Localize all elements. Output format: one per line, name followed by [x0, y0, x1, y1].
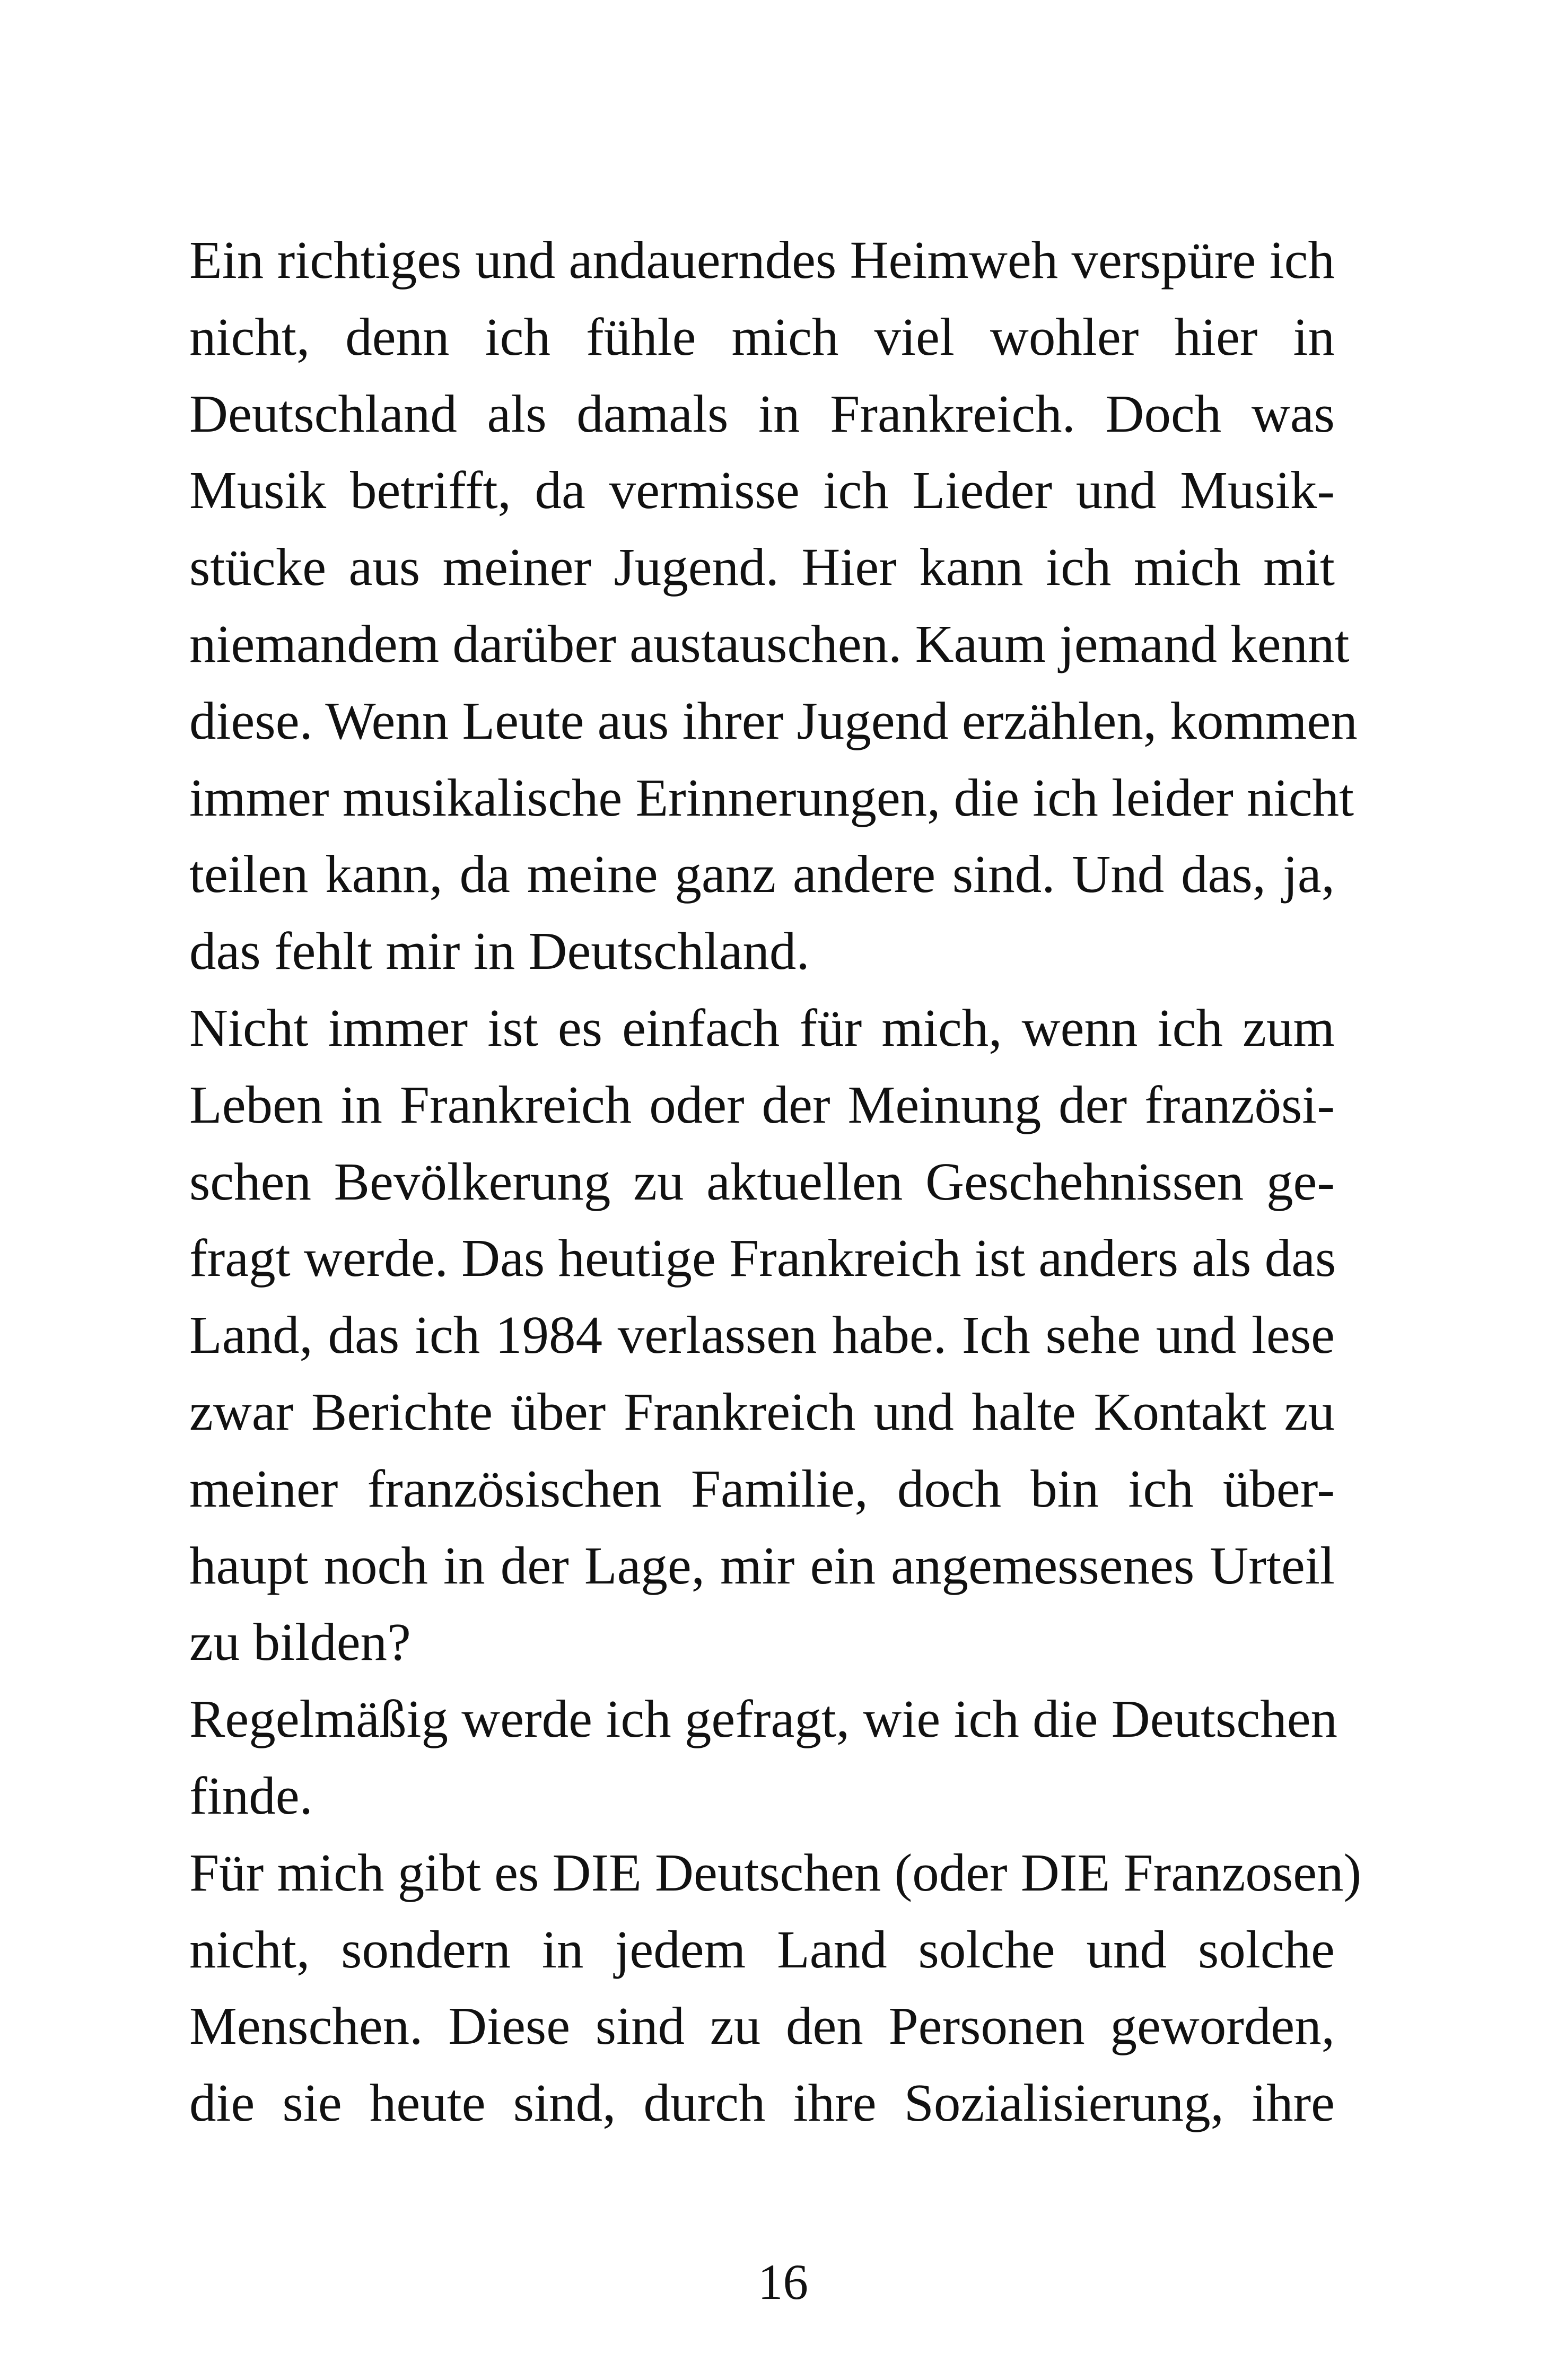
text-line: Ein richtiges und andauerndes Heimweh verspüre ich	[189, 230, 1335, 290]
text-line: schen Bevölkerung zu aktuellen Geschehnissen ge-	[189, 1151, 1335, 1211]
text-line: die sie heute sind, durch ihre Sozialisierung, ihre	[189, 2073, 1335, 2133]
text-line: Leben in Frankreich oder der Meinung der französi-	[189, 1074, 1335, 1134]
text-line: zu bilden?	[189, 1612, 411, 1672]
text-line: immer musikalische Erinnerungen, die ich leider nicht	[189, 767, 1354, 827]
text-line: meiner französischen Familie, doch bin ich über-	[189, 1458, 1335, 1518]
text-line: finde.	[189, 1765, 313, 1825]
text-line: teilen kann, da meine ganz andere sind. Und das, ja,	[189, 844, 1335, 904]
text-line: Deutschland als damals in Frankreich. Doch was	[189, 383, 1335, 443]
text-line: Land, das ich 1984 verlassen habe. Ich sehe und lese	[189, 1305, 1335, 1365]
text-line: Nicht immer ist es einfach für mich, wenn ich zum	[189, 998, 1335, 1057]
text-line: fragt werde. Das heutige Frankreich ist anders als das	[189, 1228, 1336, 1288]
text-line: zwar Berichte über Frankreich und halte Kontakt zu	[189, 1381, 1335, 1441]
text-line: stücke aus meiner Jugend. Hier kann ich mich mit	[189, 537, 1335, 597]
text-line: haupt noch in der Lage, mir ein angemessenes Urteil	[189, 1535, 1335, 1595]
page-number: 16	[758, 2254, 808, 2310]
text-line: niemandem darüber austauschen. Kaum jemand kennt	[189, 614, 1350, 673]
text-line: nicht, denn ich fühle mich viel wohler hier in	[189, 307, 1335, 366]
body-text	[189, 222, 1362, 2141]
text-line: das fehlt mir in Deutschland.	[189, 921, 810, 981]
text-line: Menschen. Diese sind zu den Personen geworden,	[189, 1996, 1335, 2056]
text-line: Für mich gibt es DIE Deutschen (oder DIE Franzosen)	[189, 1842, 1362, 1902]
text-line: nicht, sondern in jedem Land solche und solche	[189, 1919, 1335, 1979]
text-line: Regelmäßig werde ich gefragt, wie ich die Deutschen	[189, 1689, 1338, 1749]
text-line: diese. Wenn Leute aus ihrer Jugend erzählen, kommen	[189, 690, 1358, 750]
text-line: Musik betrifft, da vermisse ich Lieder und Musik-	[189, 460, 1335, 520]
